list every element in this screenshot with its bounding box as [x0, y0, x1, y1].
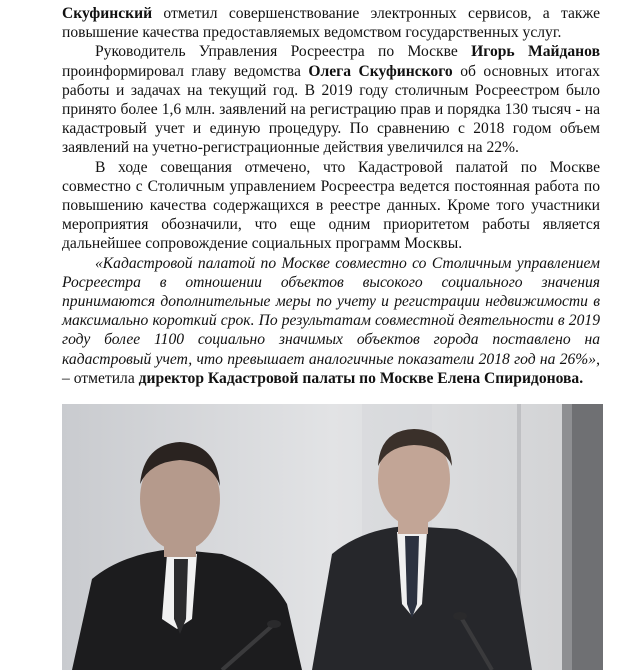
paragraph-1 — [62, 4, 600, 42]
quote-text: «Кадастровой палатой по Москве совместно со Столичным управлением Росреестра в отношении объектов высокого социального значения принимаются дополнительные меры по учету и регистрации недвижимости в максимально короткий срок. По результатам совместной деятельности в 2019 году более 1100 социально значимых объектов города поставлено на кадастровый учет, что превышает аналогичные показатели 2018 год на 26%» — [62, 254, 600, 368]
photo-illustration — [62, 404, 603, 670]
name-skufinsky-genitive: Олега Скуфинского — [308, 62, 453, 80]
article-text — [62, 4, 600, 388]
paragraph-1-text: отметил совершенствование электронных сервисов, а также повышение качества предоставляемых ведомством государственных услуг. — [62, 5, 600, 42]
paragraph-2 — [62, 42, 600, 157]
name-skufinsky: Скуфинский — [62, 5, 153, 22]
paragraph-3: В ходе совещания отмечено, что Кадастровой палатой по Москве совместно с Столичным управлением Росреестра ведется постоянная работа по повышению качества содержащихся в реестре данных. Кроме того участники мероприятия обозначили, что еще одним приоритетом работы является дальнейшее сопровождение социальных программ Москвы. — [62, 158, 600, 253]
name-maidanov: Игорь Майданов — [471, 43, 600, 61]
paragraph-4 — [62, 254, 600, 388]
paragraph-2-text-c: об основных итогах работы и задачах на текущий год. В 2019 году столичным Росреестром было принято более 1,6 млн. заявлений на регистрацию прав и порядка 130 тысяч - на кадастровый учет и единую процедуру. По сравнению с 2018 годом объем заявлений на учетно-регистрационные действия увеличился на 22%. — [62, 62, 600, 157]
paragraph-2-text-b: проинформировал главу ведомства — [62, 62, 309, 80]
paragraph-4-text: , – отметила — [62, 350, 600, 387]
paragraph-2-text-a: Руководитель Управления Росреестра по Москве — [95, 43, 472, 61]
director-attribution: директор Кадастровой палаты по Москве Елена Спиридонова. — [138, 369, 584, 387]
meeting-photo — [62, 404, 603, 670]
